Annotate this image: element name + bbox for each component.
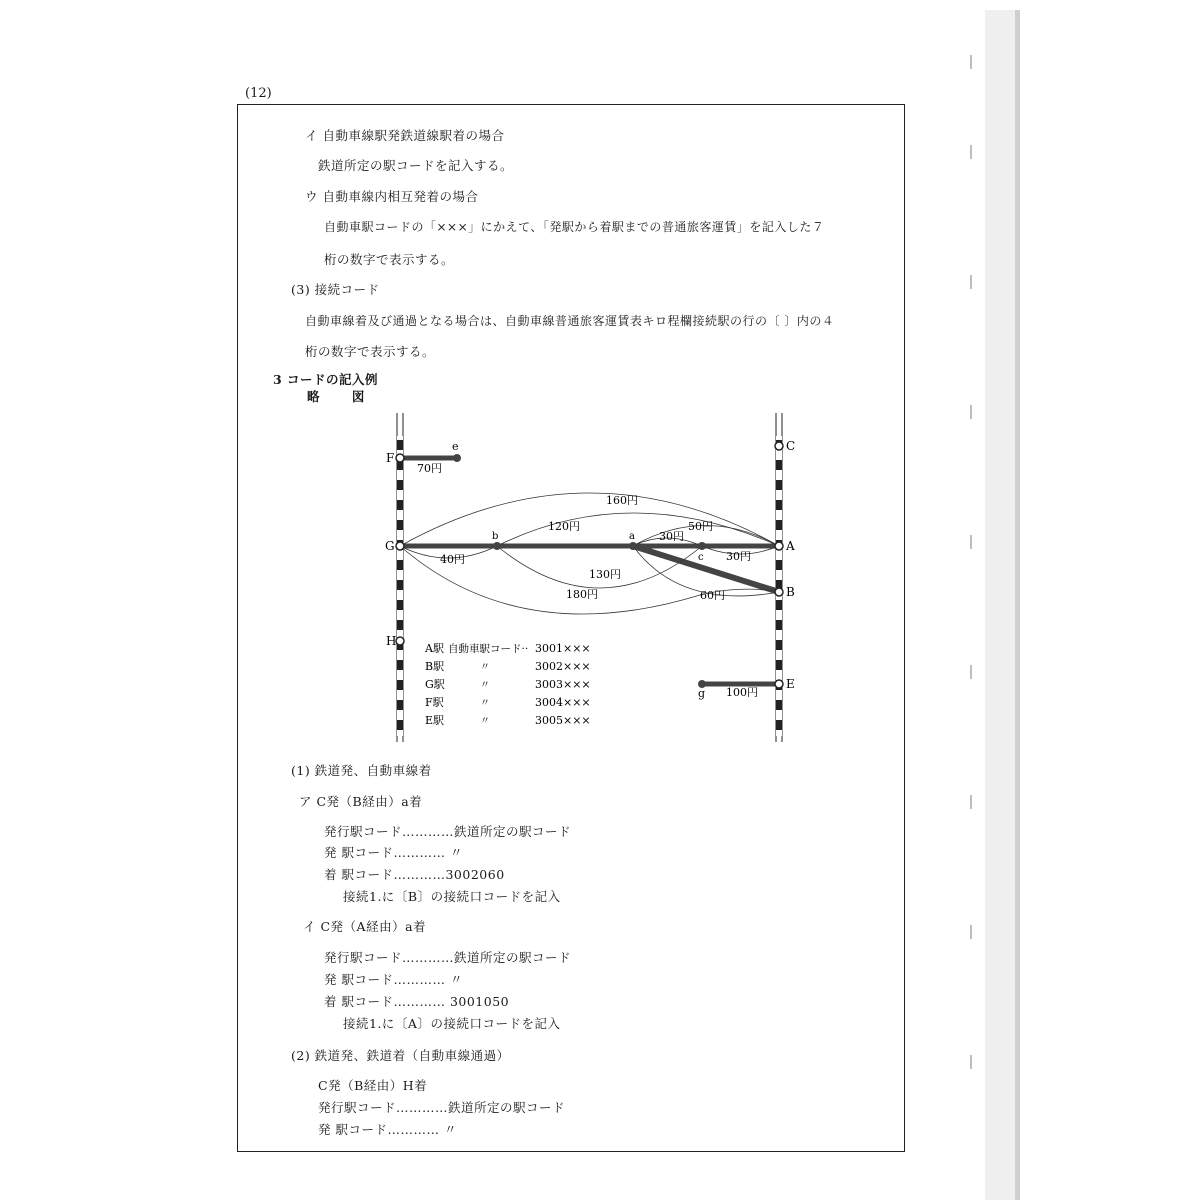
legend-code: 3005××× (535, 714, 591, 727)
legend-station: B駅 (425, 660, 445, 673)
station-H-marker (396, 637, 404, 645)
legend-code: 3004××× (535, 696, 591, 709)
text-line: 自動車線着及び通過となる場合は、自動車線普通旅客運賃表キロ程欄接続駅の行の〔 〕内の４ (305, 314, 835, 328)
label-g: g (698, 687, 706, 700)
scan-mark (970, 535, 972, 549)
legend-label: 自動車駅コード·· (448, 643, 529, 655)
label-F: F (386, 451, 395, 465)
station-g-marker (396, 542, 404, 550)
label-B: B (786, 585, 795, 599)
legend-station: F駅 (425, 696, 444, 709)
text-line: 発行駅コード…………鉄道所定の駅コード (318, 1100, 566, 1115)
fare-30-a: 30円 (659, 530, 684, 543)
fare-60: 60円 (700, 589, 725, 602)
station-A-marker (775, 542, 783, 550)
text-line: 接続1.に〔A〕の接続口コードを記入 (343, 1016, 561, 1031)
label-H: H (386, 634, 397, 648)
text-line: 着 駅コード…………3002060 (324, 867, 505, 882)
legend-station: E駅 (425, 714, 445, 727)
legend-station: G駅 (425, 678, 445, 691)
scan-mark (970, 145, 972, 159)
station-a-marker (629, 542, 637, 550)
fare-120: 120円 (548, 520, 580, 533)
example-i-heading: イ C発（A経由）a着 (303, 919, 427, 934)
left-rail-line (397, 436, 403, 736)
text-line: 接続1.に〔B〕の接続口コードを記入 (343, 889, 561, 904)
station-B-marker (775, 588, 783, 596)
text-line: 発行駅コード…………鉄道所定の駅コード (324, 824, 572, 839)
section-heading: 3 コードの記入例 (273, 372, 379, 387)
fare-30-b: 30円 (726, 550, 751, 563)
heading-u: ウ 自動車線内相互発着の場合 (305, 189, 479, 204)
label-b: b (492, 531, 499, 542)
label-G: G (385, 539, 395, 553)
text-line: 桁の数字で表示する。 (305, 344, 436, 359)
legend-label: 〃 (480, 698, 490, 709)
diagram-title: 略 図 (307, 389, 379, 404)
station-c-bus-marker (698, 542, 706, 550)
fare-130: 130円 (589, 568, 621, 581)
example-a-heading: ア C発（B経由）a着 (299, 794, 423, 809)
station-c-marker (775, 442, 783, 450)
legend-label: 〃 (480, 680, 490, 691)
legend-label: 〃 (480, 716, 490, 727)
label-a: a (629, 531, 635, 542)
text-line: 発 駅コード………… 〃 (324, 972, 463, 987)
text-line: 発 駅コード………… 〃 (318, 1122, 457, 1137)
station-f-marker (396, 454, 404, 462)
arc-g-a (400, 493, 779, 546)
scan-mark (970, 925, 972, 939)
example-1-heading: (1) 鉄道発、自動車線着 (291, 763, 432, 778)
station-b-marker (493, 542, 501, 550)
heading-i: イ 自動車線駅発鉄道線駅着の場合 (305, 128, 505, 143)
text-line: 発 駅コード………… 〃 (324, 845, 463, 860)
text-line: 着 駅コード………… 3001050 (324, 994, 510, 1009)
fare-100: 100円 (726, 686, 758, 699)
scan-mark (970, 1055, 972, 1069)
fare-70: 70円 (417, 462, 442, 475)
fare-160: 160円 (606, 494, 638, 507)
legend-label: 〃 (480, 662, 490, 673)
scan-mark (970, 275, 972, 289)
heading-3: (3) 接続コード (291, 282, 380, 297)
label-A: A (786, 539, 795, 553)
label-c: c (698, 552, 704, 563)
text-line: 発行駅コード…………鉄道所定の駅コード (324, 950, 572, 965)
text-line: 桁の数字で表示する。 (324, 252, 455, 267)
right-rail-line (776, 436, 782, 736)
example-2-heading: (2) 鉄道発、鉄道着（自動車線通過） (291, 1048, 510, 1063)
arc-b-c (497, 546, 702, 588)
label-e: e (452, 440, 459, 453)
text-line: 自動車駅コードの「×××」にかえて、「発駅から着駅までの普通旅客運賃」を記入した７ (324, 220, 825, 234)
station-e-marker (453, 454, 461, 462)
legend-code: 3002××× (535, 660, 591, 673)
scan-mark (970, 55, 972, 69)
scan-mark (970, 665, 972, 679)
scan-mark (970, 795, 972, 809)
legend-code: 3003××× (535, 678, 591, 691)
text-line: 鉄道所定の駅コードを記入する。 (318, 158, 514, 173)
legend-station: A駅 (425, 642, 444, 655)
text-line: C発（B経由）H着 (318, 1078, 428, 1093)
page-number: (12) (245, 86, 272, 101)
fare-180: 180円 (566, 588, 598, 601)
station-E-marker (775, 680, 783, 688)
fare-50: 50円 (688, 520, 713, 533)
fare-40: 40円 (440, 553, 465, 566)
label-C: C (786, 439, 796, 453)
scan-mark (970, 405, 972, 419)
label-E: E (786, 677, 795, 691)
station-code-legend (424, 642, 591, 727)
legend-code: 3001××× (535, 642, 591, 655)
